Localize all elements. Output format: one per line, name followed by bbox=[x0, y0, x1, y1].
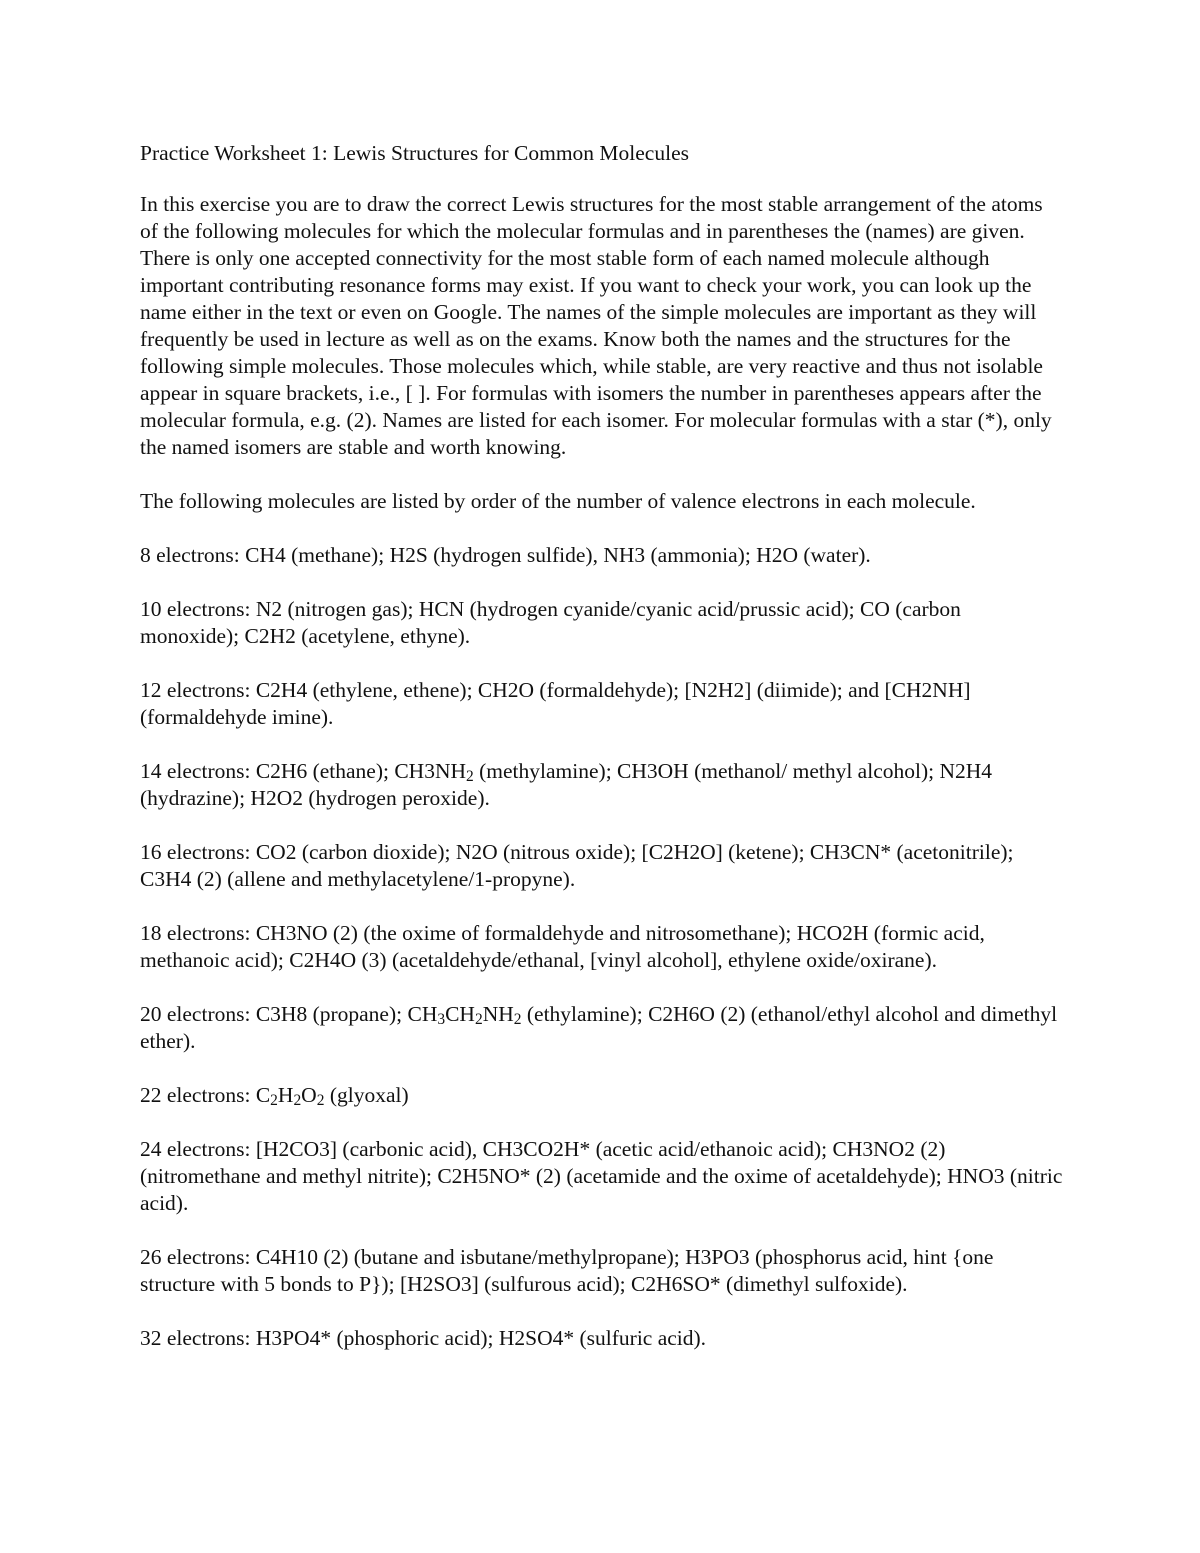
section-label: 32 electrons: bbox=[140, 1326, 251, 1350]
section-32-electrons bbox=[140, 1325, 1065, 1352]
section-label: 10 electrons: bbox=[140, 597, 251, 621]
section-content: $C_2H_2O_2$ (glyoxal) bbox=[255, 1083, 409, 1109]
section-14-electrons bbox=[140, 758, 1065, 812]
section-8-electrons bbox=[140, 542, 1065, 569]
worksheet-title: Practice Worksheet 1: Lewis Structures for Common Molecules bbox=[140, 141, 689, 165]
section-22-electrons bbox=[140, 1082, 1065, 1109]
section-content: CH4 (methane); H2S (hydrogen sulfide), NH3 (ammonia); H2O (water). bbox=[245, 543, 871, 567]
section-20-electrons bbox=[140, 1001, 1065, 1055]
section-label: 24 electrons: bbox=[140, 1137, 251, 1161]
section-16-electrons bbox=[140, 839, 1065, 893]
section-label: 18 electrons: bbox=[140, 921, 251, 945]
section-content: CH3NO (2) (the oxime of formaldehyde and nitrosomethane); HCO2H (formic acid, methanoic acid); C2H4O (3) (acetaldehyde/ethanal, [vinyl alcohol], ethylene oxide/oxirane). bbox=[140, 921, 985, 972]
section-label: 26 electrons: bbox=[140, 1245, 251, 1269]
section-content: C2H4 (ethylene, ethene); CH2O (formaldehyde); [N2H2] (diimide); and [CH2NH] (formaldehyde imine). bbox=[140, 678, 971, 729]
section-content: CO2 (carbon dioxide); N2O (nitrous oxide); [C2H2O] (ketene); CH3CN* (acetonitrile); C3H4 (2) (allene and methylacetylene/1-propyne). bbox=[140, 840, 1014, 891]
section-content: C4H10 (2) (butane and isbutane/methylpropane); H3PO3 (phosphorus acid, hint {one structure with 5 bonds to P}); [H2SO3] (sulfurous acid); C2H6SO* (dimethyl sulfoxide). bbox=[140, 1245, 994, 1296]
section-18-electrons bbox=[140, 920, 1065, 974]
section-12-electrons bbox=[140, 677, 1065, 731]
section-26-electrons bbox=[140, 1244, 1065, 1298]
section-content: N2 (nitrogen gas); HCN (hydrogen cyanide/cyanic acid/prussic acid); CO (carbon monoxide); C2H2 (acetylene, ethyne). bbox=[140, 597, 961, 648]
ordering-note: The following molecules are listed by order of the number of valence electrons in each molecule. bbox=[140, 489, 976, 513]
section-label: 16 electrons: bbox=[140, 840, 251, 864]
section-content: C2H6 (ethane); $CH3NH_2$ (methylamine); CH3OH (methanol/ methyl alcohol); N2H4 (hydrazine); H2O2 (hydrogen peroxide). bbox=[140, 759, 993, 810]
section-label: 20 electrons: bbox=[140, 1002, 251, 1026]
section-content: [H2CO3] (carbonic acid), CH3CO2H* (acetic acid/ethanoic acid); CH3NO2 (2) (nitromethane and methyl nitrite); C2H5NO* (2) (acetamide and the oxime of acetaldehyde); HNO3 (nitric acid). bbox=[140, 1137, 1063, 1215]
section-10-electrons bbox=[140, 596, 1065, 650]
section-content: H3PO4* (phosphoric acid); H2SO4* (sulfuric acid). bbox=[255, 1326, 707, 1350]
section-label: 22 electrons: bbox=[140, 1083, 251, 1107]
section-content: C3H8 (propane); $CH_3CH_2NH_2$ (ethylamine); C2H6O (2) (ethanol/ethyl alcohol and dimethyl ether). bbox=[140, 1002, 1058, 1053]
section-label: 12 electrons: bbox=[140, 678, 251, 702]
section-24-electrons bbox=[140, 1136, 1065, 1217]
intro-paragraph: In this exercise you are to draw the correct Lewis structures for the most stable arrangement of the atoms of the following molecules for which the molecular formulas and in parentheses the (names) are given. There is only one accepted connectivity for the most stable form of each named molecule although important contributing resonance forms may exist. If you want to check your work, you can look up the name either in the text or even on Google. The names of the simple molecules are important as they will frequently be used in lecture as well as on the exams. Know both the names and the structures for the following simple molecules. Those molecules which, while stable, are very reactive and thus not isolable appear in square brackets, i.e., [ ]. For formulas with isomers the number in parentheses appears after the molecular formula, e.g. (2). Names are listed for each isomer. For molecular formulas with a star (*), only the named isomers are stable and worth knowing. bbox=[140, 192, 1052, 459]
section-label: 14 electrons: bbox=[140, 759, 251, 783]
worksheet-page bbox=[140, 140, 1065, 1379]
section-label: 8 electrons: bbox=[140, 543, 240, 567]
